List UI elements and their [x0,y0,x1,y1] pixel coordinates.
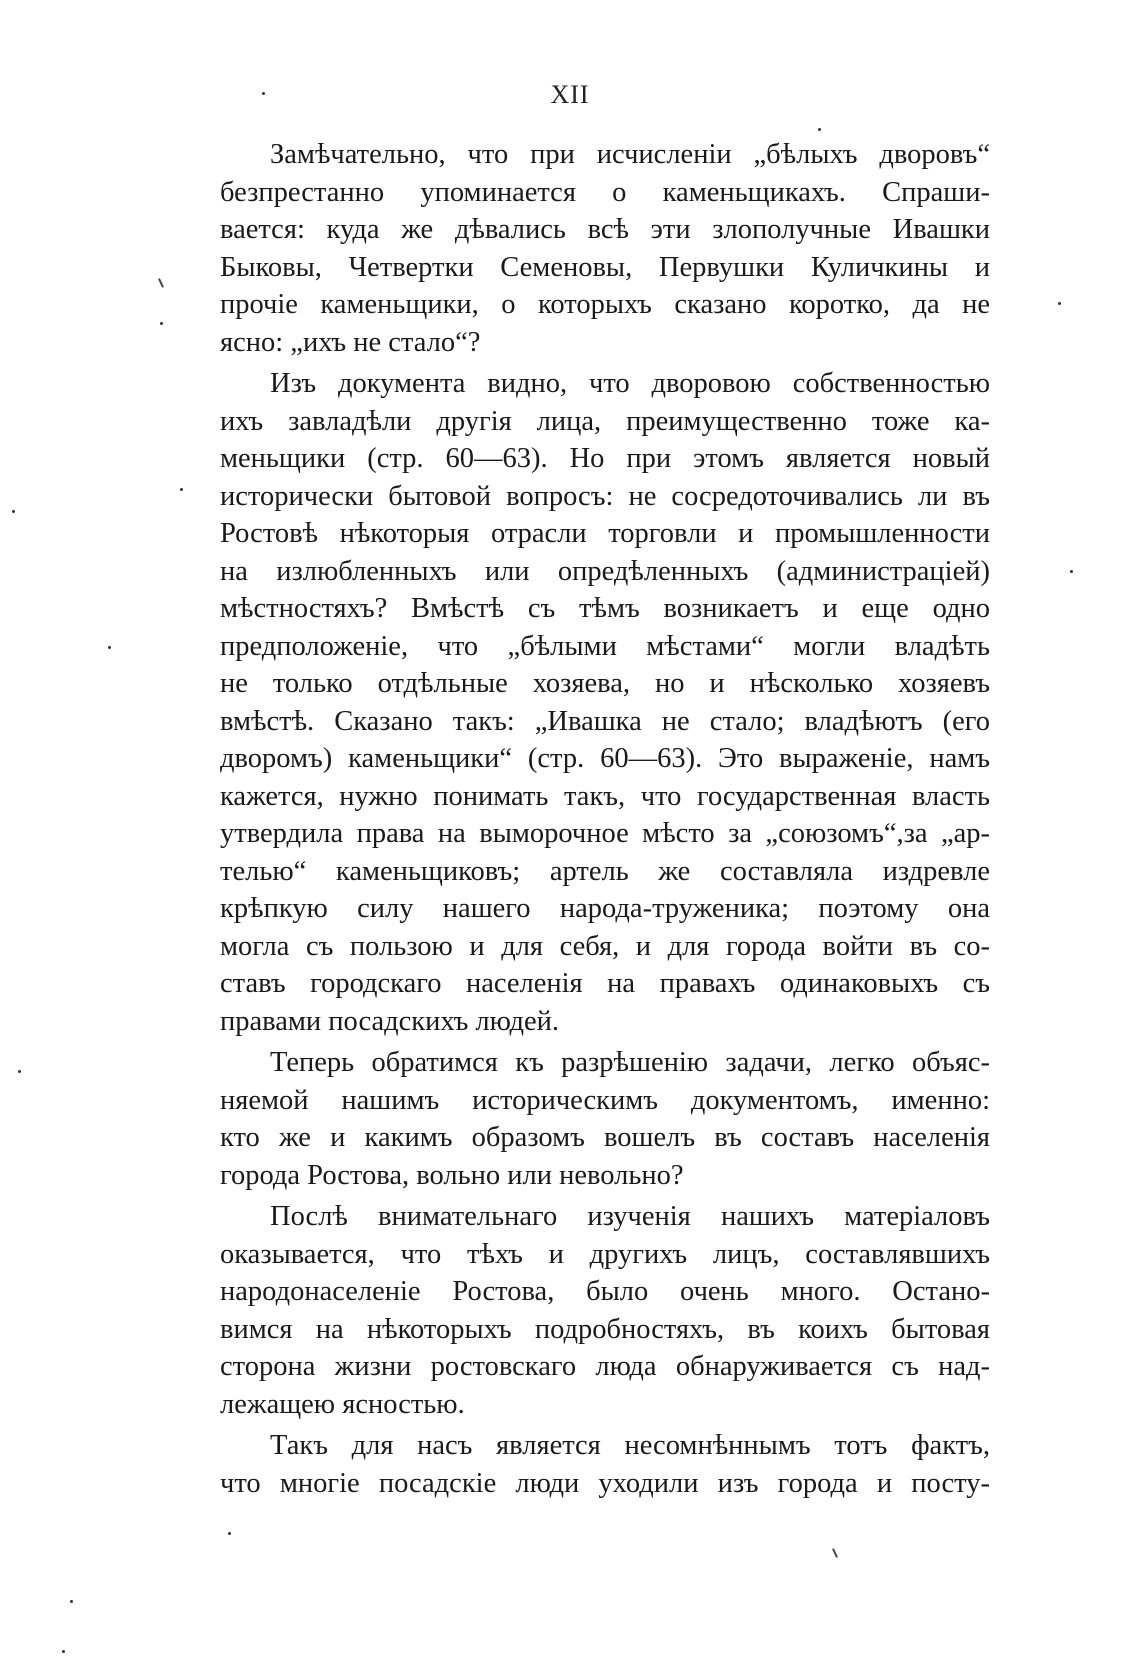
paragraph [220,136,990,361]
scan-speck [160,322,163,325]
text-line: Теперь обратимся къ разрѣшенію задачи, легко объяс- [270,1047,990,1078]
text-line: няемой нашимъ историческимъ документомъ, именно: [220,1084,990,1116]
text-line: кажется, нужно понимать такъ, что государственная власть [220,780,990,812]
text-line: кто же и какимъ образомъ вошелъ въ составъ населенія [220,1122,990,1153]
scan-speck [180,488,183,491]
text-line: города Ростова, вольно или невольно? [220,1159,684,1191]
paragraph [220,1044,990,1194]
scan-speck [832,1548,838,1558]
text-line: Изъ документа видно, что дворовою собственностью [270,368,990,399]
text-line: исторически бытовой вопросъ: не сосредоточивались ли въ [220,480,990,512]
paragraph [220,365,990,1040]
text-line: народонаселеніе Ростова, было очень много. Остано- [220,1276,990,1307]
scan-speck [818,128,821,131]
text-line: ставъ городскаго населенія на правахъ одинаковыхъ съ [220,968,990,999]
text-line: Ростовѣ нѣкоторыя отрасли торговли и промышленности [220,518,990,549]
scan-speck [70,1600,73,1603]
text-line: крѣпкую силу нашего народа-труженика; поэтому она [220,893,990,924]
text-line: на излюбленныхъ или опредѣленныхъ (администраціей) [220,555,990,587]
text-line: Такъ для насъ является несомнѣннымъ тотъ фактъ, [270,1430,990,1461]
text-line: не только отдѣльные хозяева, но и нѣсколько хозяевъ [220,668,990,699]
text-line: вается: куда же дѣвались всѣ эти злополучные Ивашки [220,214,990,245]
text-line: предположеніе, что „бѣлыми мѣстами“ могли владѣть [220,630,990,662]
scan-speck [18,1070,21,1073]
scan-speck [228,1532,231,1535]
scan-speck [1058,302,1061,305]
text-line: правами посадскихъ людей. [220,1005,560,1037]
text-line: вимся на нѣкоторыхъ подробностяхъ, въ коихъ бытовая [220,1313,990,1345]
text-line: дворомъ) каменьщики“ (стр. 60—63). Это выраженіе, намъ [220,743,990,774]
paragraph [220,1198,990,1423]
body-text [220,136,990,1506]
text-line: безпрестанно упоминается о каменьщикахъ. Спраши- [220,176,990,208]
page-number: XII [550,80,590,109]
text-line: прочіе каменьщики, о которыхъ сказано коротко, да не [220,289,990,320]
text-line: могла съ пользою и для себя, и для города войти въ со- [220,930,990,962]
text-line: Замѣчательно, что при исчисленіи „бѣлыхъ дворовъ“ [270,139,990,170]
scan-speck [158,278,164,288]
text-line: утвердила права на выморочное мѣсто за „союзомъ“,за „ар- [220,818,990,849]
text-line: ясно: „ихъ не стало“? [220,326,481,358]
text-line: телью“ каменьщиковъ; артель же составляла издревле [220,855,990,887]
paragraph [220,1427,990,1502]
text-line: что многіе посадскіе люди уходили изъ города и посту- [220,1467,990,1499]
text-line: вмѣстѣ. Сказано такъ: „Ивашка не стало; владѣютъ (его [220,705,990,737]
scan-speck [262,92,265,95]
text-line: сторона жизни ростовскаго люда обнаруживается съ над- [220,1351,990,1382]
text-line: мѣстностяхъ? Вмѣстѣ съ тѣмъ возникаетъ и еще одно [220,593,990,624]
scan-speck [1070,570,1073,573]
text-line: меньщики (стр. 60—63). Но при этомъ является новый [220,443,990,474]
text-line: ихъ завладѣли другія лица, преимущественно тоже ка- [220,405,990,437]
text-line: оказывается, что тѣхъ и другихъ лицъ, составлявшихъ [220,1238,990,1270]
scan-speck [108,646,111,649]
scan-speck [62,1650,65,1653]
text-line: Послѣ внимательнаго изученія нашихъ матеріаловъ [270,1201,990,1232]
text-line: Быковы, Четвертки Семеновы, Первушки Куличкины и [220,251,990,283]
text-line: лежащею ясностью. [220,1388,465,1420]
scan-speck [12,510,15,513]
